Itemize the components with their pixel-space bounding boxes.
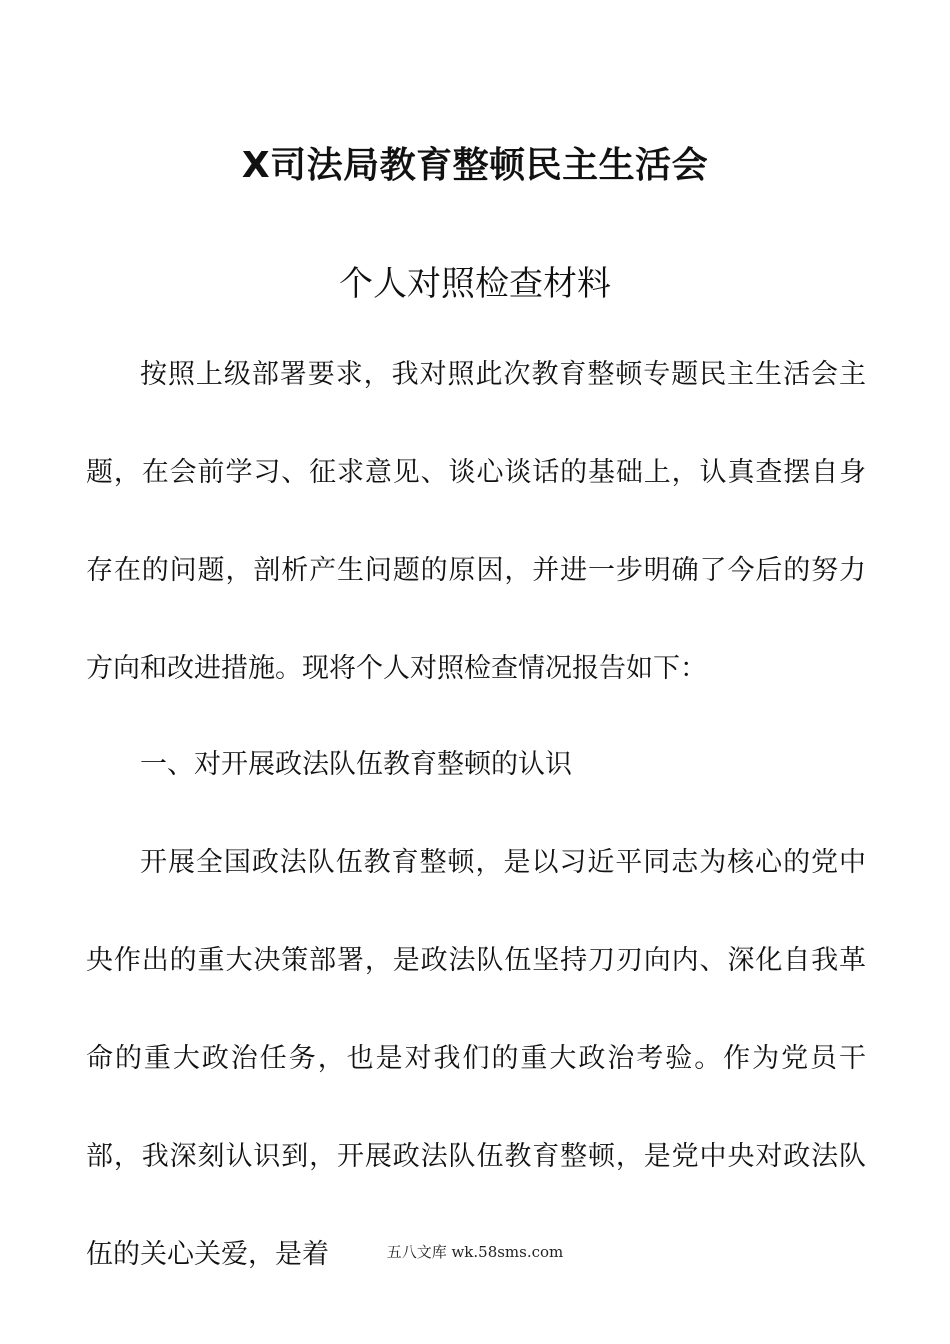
document-title: X司法局教育整顿民主生活会 bbox=[241, 145, 709, 186]
section-heading: 一、对开展政法队伍教育整顿的认识 bbox=[140, 749, 572, 780]
footer-watermark: 五八文库 wk.58sms.com bbox=[386, 1243, 564, 1261]
body-paragraph-understanding: 开展全国政法队伍教育整顿，是以习近平同志为核心的党中央作出的重大决策部署，是政法队伍坚持刀刃向内、深化自我革命的重大政治任务，也是对我们的重大政治考验。作为党员干部，我深刻认识到，开展政法队伍教育整顿，是党中央对政法队伍的关心关爱，是着 bbox=[86, 847, 866, 1270]
document-subtitle: 个人对照检查材料 bbox=[339, 264, 611, 304]
body-paragraph-intro: 按照上级部署要求，我对照此次教育整顿专题民主生活会主题，在会前学习、征求意见、谈心谈话的基础上，认真查摆自身存在的问题，剖析产生问题的原因，并进一步明确了今后的努力方向和改进措施。现将个人对照检查情况报告如下： bbox=[86, 359, 866, 684]
